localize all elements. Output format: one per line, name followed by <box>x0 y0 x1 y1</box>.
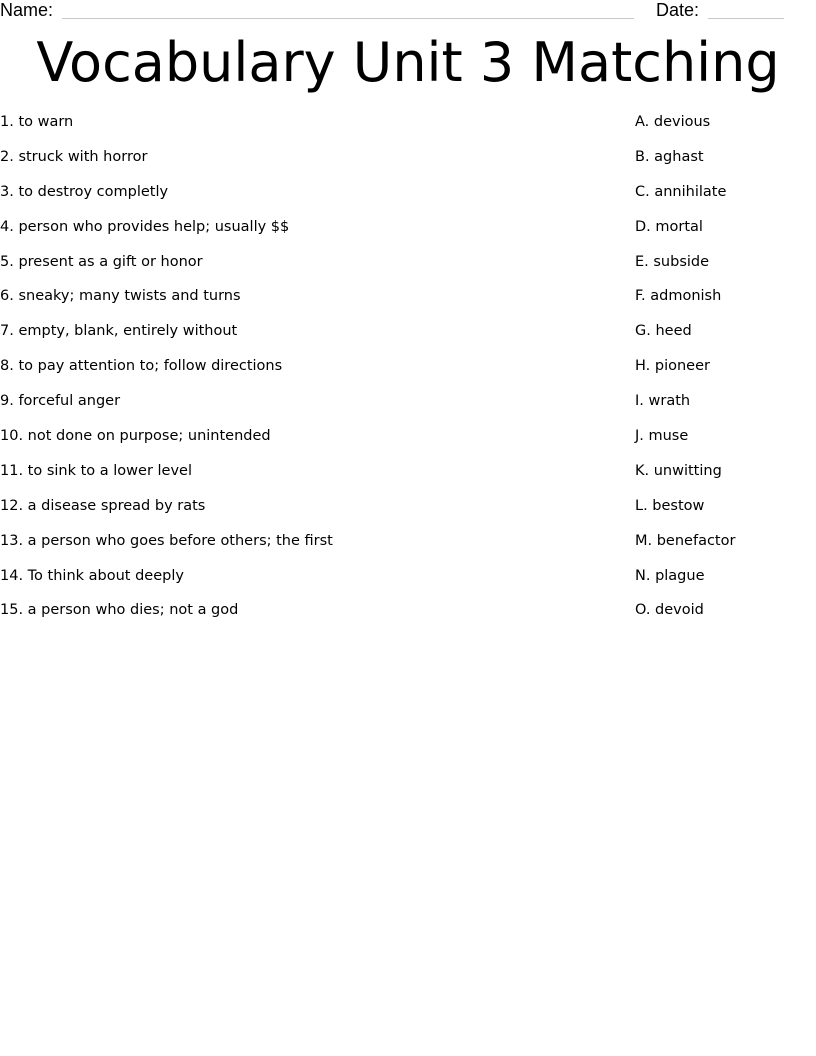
answer-item: F. admonish <box>635 288 722 305</box>
clue-item: 6. sneaky; many twists and turns <box>0 288 241 305</box>
clue-item: 10. not done on purpose; unintended <box>0 428 271 445</box>
answer-item: B. aghast <box>635 148 704 165</box>
clue-item: 4. person who provides help; usually $$ <box>0 218 290 235</box>
answer-item: M. benefactor <box>635 532 736 549</box>
clue-item: 7. empty, blank, entirely without <box>0 323 238 340</box>
clue-list <box>0 112 600 635</box>
answer-item: L. bestow <box>635 497 705 514</box>
clue-item: 1. to warn <box>0 114 74 130</box>
clue-item: 12. a disease spread by rats <box>0 497 206 514</box>
answer-item: G. heed <box>635 323 692 340</box>
answer-item: C. annihilate <box>635 183 727 200</box>
clue-item: 13. a person who goes before others; the first <box>0 532 333 549</box>
answer-item: K. unwitting <box>635 462 722 479</box>
page-title: Vocabulary Unit 3 Matching <box>36 31 780 94</box>
clue-item: 15. a person who dies; not a god <box>0 602 239 619</box>
worksheet-header <box>0 0 816 24</box>
clue-item: 8. to pay attention to; follow directions <box>0 358 283 375</box>
clue-item: 3. to destroy completly <box>0 183 169 200</box>
name-label: Name: <box>0 0 54 20</box>
clue-item: 11. to sink to a lower level <box>0 462 193 479</box>
answer-item: O. devoid <box>635 602 704 619</box>
answer-item: D. mortal <box>635 218 703 235</box>
answer-item: H. pioneer <box>635 358 710 375</box>
clue-item: 14. To think about deeply <box>0 567 184 584</box>
clue-item: 5. present as a gift or honor <box>0 253 203 270</box>
date-blank-line <box>708 18 784 19</box>
answer-item: E. subside <box>635 253 710 270</box>
name-blank-line <box>62 18 634 19</box>
clue-item: 2. struck with horror <box>0 148 148 165</box>
answer-item: N. plague <box>635 567 705 584</box>
clue-item: 9. forceful anger <box>0 393 121 410</box>
answer-item: A. devious <box>635 114 711 130</box>
date-label: Date: <box>656 0 700 20</box>
answer-item: I. wrath <box>635 393 691 410</box>
answer-list <box>635 112 810 635</box>
answer-item: J. muse <box>635 428 689 445</box>
